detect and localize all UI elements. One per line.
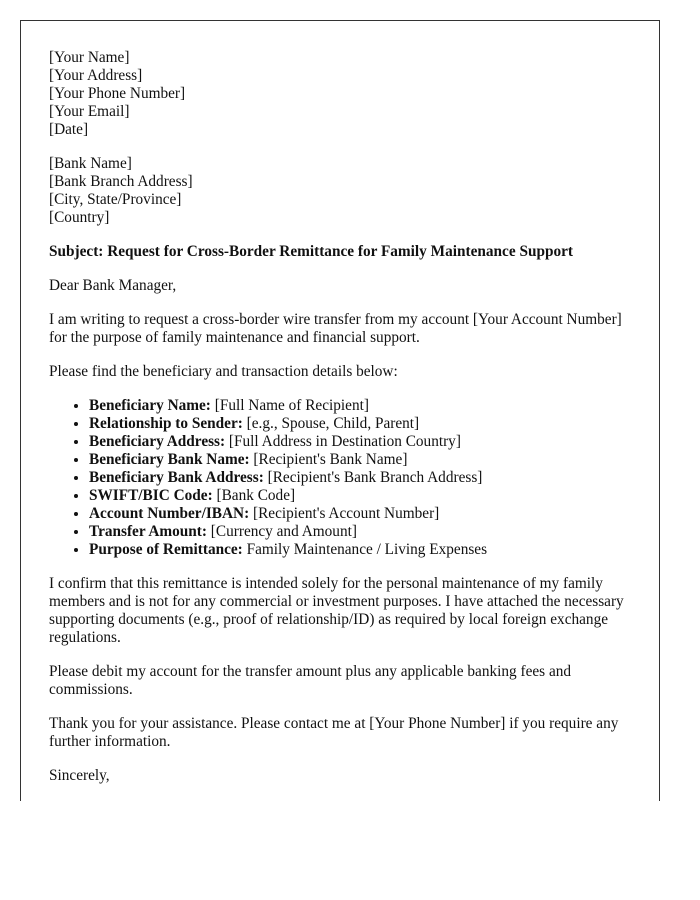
intro-paragraph: I am writing to request a cross-border wire transfer from my account [Your Account Number] for the purpose of family maintenance and financial support. xyxy=(49,311,622,346)
details-lead-paragraph: Please find the beneficiary and transaction details below: xyxy=(49,363,398,380)
detail-value: [Recipient's Bank Name] xyxy=(249,451,408,468)
detail-value: [e.g., Spouse, Child, Parent] xyxy=(242,415,420,432)
detail-value: [Full Address in Destination Country] xyxy=(225,433,461,450)
bank-branch-address: [Bank Branch Address] xyxy=(49,173,193,190)
detail-value: [Full Name of Recipient] xyxy=(210,397,369,414)
list-item xyxy=(89,523,639,541)
list-item xyxy=(89,505,639,523)
thanks-paragraph: Thank you for your assistance. Please contact me at [Your Phone Number] if you require any further information. xyxy=(49,715,619,750)
detail-value: Family Maintenance / Living Expenses xyxy=(242,541,488,558)
debit-paragraph: Please debit my account for the transfer amount plus any applicable banking fees and commissions. xyxy=(49,663,572,698)
detail-label: Transfer Amount: xyxy=(89,523,207,540)
sender-name: [Your Name] xyxy=(49,49,130,66)
letter-page xyxy=(20,20,660,801)
list-item xyxy=(89,469,639,487)
letter-content xyxy=(49,49,639,801)
bank-name: [Bank Name] xyxy=(49,155,132,172)
confirmation-paragraph: I confirm that this remittance is intended solely for the personal maintenance of my family members and is not for any commercial or investment purposes. I have attached the necessary supporting documents (e.g., proof of relationship/ID) as required by local foreign exchange regulations. xyxy=(49,575,624,646)
detail-value: [Currency and Amount] xyxy=(206,523,357,540)
detail-label: SWIFT/BIC Code: xyxy=(89,487,213,504)
bank-city-state: [City, State/Province] xyxy=(49,191,182,208)
detail-value: [Recipient's Account Number] xyxy=(249,505,440,522)
salutation: Dear Bank Manager, xyxy=(49,277,177,294)
detail-value: [Recipient's Bank Branch Address] xyxy=(263,469,483,486)
detail-label: Account Number/IBAN: xyxy=(89,505,250,522)
sender-address-block xyxy=(49,49,639,139)
detail-label: Relationship to Sender: xyxy=(89,415,243,432)
recipient-address-block xyxy=(49,155,639,227)
details-list xyxy=(49,397,639,559)
list-item xyxy=(89,451,639,469)
list-item xyxy=(89,487,639,505)
sender-email: [Your Email] xyxy=(49,103,130,120)
closing: Sincerely, xyxy=(49,767,110,784)
bank-country: [Country] xyxy=(49,209,110,226)
detail-label: Beneficiary Address: xyxy=(89,433,226,450)
detail-label: Purpose of Remittance: xyxy=(89,541,243,558)
sender-address: [Your Address] xyxy=(49,67,143,84)
letter-date: [Date] xyxy=(49,121,89,138)
detail-label: Beneficiary Bank Address: xyxy=(89,469,264,486)
list-item xyxy=(89,433,639,451)
detail-value: [Bank Code] xyxy=(212,487,296,504)
list-item xyxy=(89,415,639,433)
list-item xyxy=(89,541,639,559)
subject-line: Subject: Request for Cross-Border Remittance for Family Maintenance Support xyxy=(49,243,574,260)
detail-label: Beneficiary Name: xyxy=(89,397,211,414)
detail-label: Beneficiary Bank Name: xyxy=(89,451,250,468)
list-item xyxy=(89,397,639,415)
sender-phone: [Your Phone Number] xyxy=(49,85,186,102)
